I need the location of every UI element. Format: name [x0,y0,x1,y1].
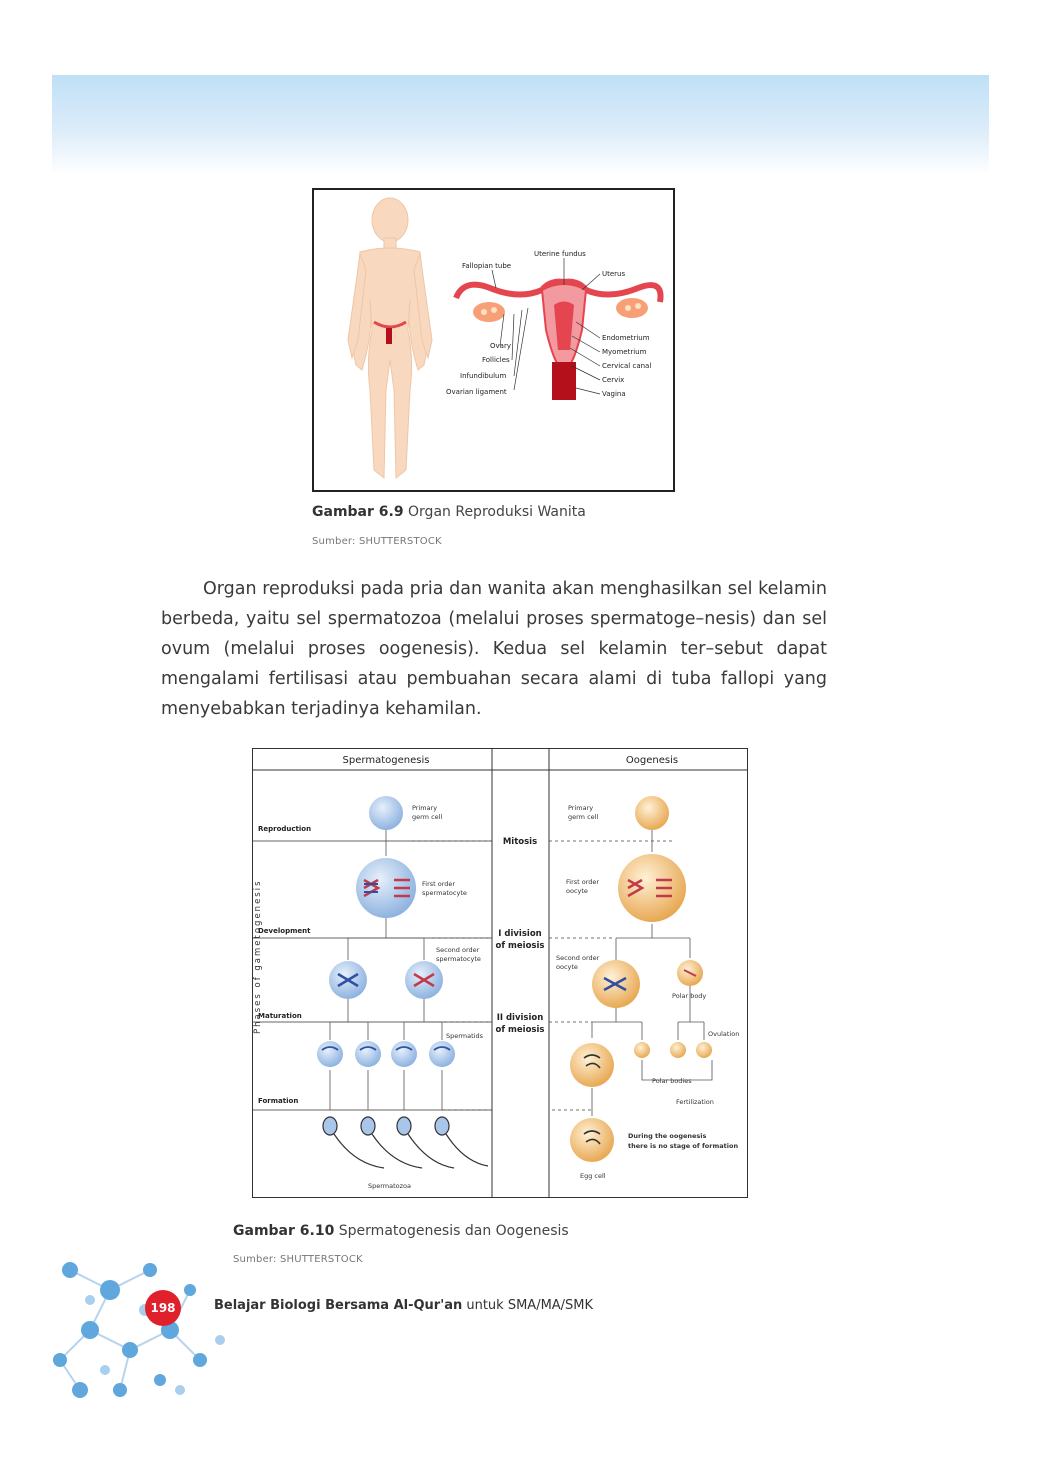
oo-second-line1: Second order [556,954,600,962]
phase-reproduction: Reproduction [258,825,312,833]
label-ovulation: Ovulation [708,1030,740,1038]
label-division1-line2: of meiosis [495,941,545,951]
sp-second-line1: Second order [436,946,480,954]
label-ovarian-ligament: Ovarian ligament [446,388,507,396]
header-band [52,75,989,175]
oo-primary-line1: Primary [568,804,594,812]
sp-primary-line2: germ cell [412,813,443,821]
page-number-badge: 198 [145,1290,181,1326]
label-vagina: Vagina [602,390,626,398]
sp-first-line1: First order [422,880,456,888]
body-paragraph: Organ reproduksi pada pria dan wanita akan menghasilkan sel kelamin berbeda, yaitu sel spermatozoa (melalui proses spermatoge–nesis) dan sel ovum (melalui proses oogenesis). Kedua sel kelamin ter–sebut dapat mengalami fertilisasi atau pembuahan secara alami di tuba fallopi yang menyebabkan terjadinya kehamilan. [161,579,827,719]
note-line2: there is no stage of formation [628,1142,739,1150]
sp-second-line2: spermatocyte [436,955,481,963]
oo-second-line2: oocyte [556,963,578,971]
label-follicles: Follicles [482,356,510,364]
molecule-decoration [50,1250,250,1410]
figure-6-10-caption: Gambar 6.10 Spermatogenesis dan Oogenesis [233,1223,569,1239]
female-anatomy-illustration [314,190,673,490]
label-cervical-canal: Cervical canal [602,362,652,370]
book-title: Belajar Biologi Bersama Al-Qur'an untuk SMA/MA/SMK [214,1298,594,1313]
figure-female-reproductive-organs [312,188,675,492]
gametogenesis-diagram [252,748,748,1198]
label-uterine-fundus: Uterine fundus [534,250,586,258]
label-endometrium: Endometrium [602,334,650,342]
phase-formation: Formation [258,1097,299,1105]
figure-gametogenesis [252,748,748,1198]
header-spermatogenesis: Spermatogenesis [342,755,430,766]
oo-first-line2: oocyte [566,887,588,895]
phase-development: Development [258,927,311,935]
figure-6-10-source: Sumber: SHUTTERSTOCK [233,1254,363,1265]
label-spermatids: Spermatids [446,1032,483,1040]
label-myometrium: Myometrium [602,348,647,356]
label-fallopian-tube: Fallopian tube [462,262,512,270]
label-mitosis: Mitosis [502,837,538,847]
label-division2-line2: of meiosis [495,1025,545,1035]
label-polar-body: Polar body [672,992,707,1000]
label-division1-line1: I division [498,929,542,939]
phase-maturation: Maturation [258,1012,302,1020]
body-organ-cervix [386,328,392,344]
label-uterus: Uterus [602,270,626,278]
label-cervix: Cervix [602,376,625,384]
label-egg-cell: Egg cell [580,1172,606,1180]
header-oogenesis: Oogenesis [625,755,679,766]
label-polar-bodies: Polar bodies [652,1077,692,1085]
label-ovary: Ovary [490,342,511,350]
sp-primary-line1: Primary [412,804,438,812]
label-division2-line1: II division [496,1013,544,1023]
oo-primary-line2: germ cell [568,813,599,821]
label-infundibulum: Infundibulum [460,372,507,380]
label-spermatozoa: Spermatozoa [368,1182,412,1190]
oo-first-line1: First order [566,878,600,886]
note-line1: During the oogenesis [628,1132,707,1140]
figure-6-9-source: Sumber: SHUTTERSTOCK [312,536,442,547]
phases-axis-label: Phases of gametogenesis [253,879,263,1034]
label-fertilization: Fertilization [676,1098,714,1106]
figure-6-9-caption: Gambar 6.9 Organ Reproduksi Wanita [312,504,586,520]
sp-first-line2: spermatocyte [422,889,467,897]
